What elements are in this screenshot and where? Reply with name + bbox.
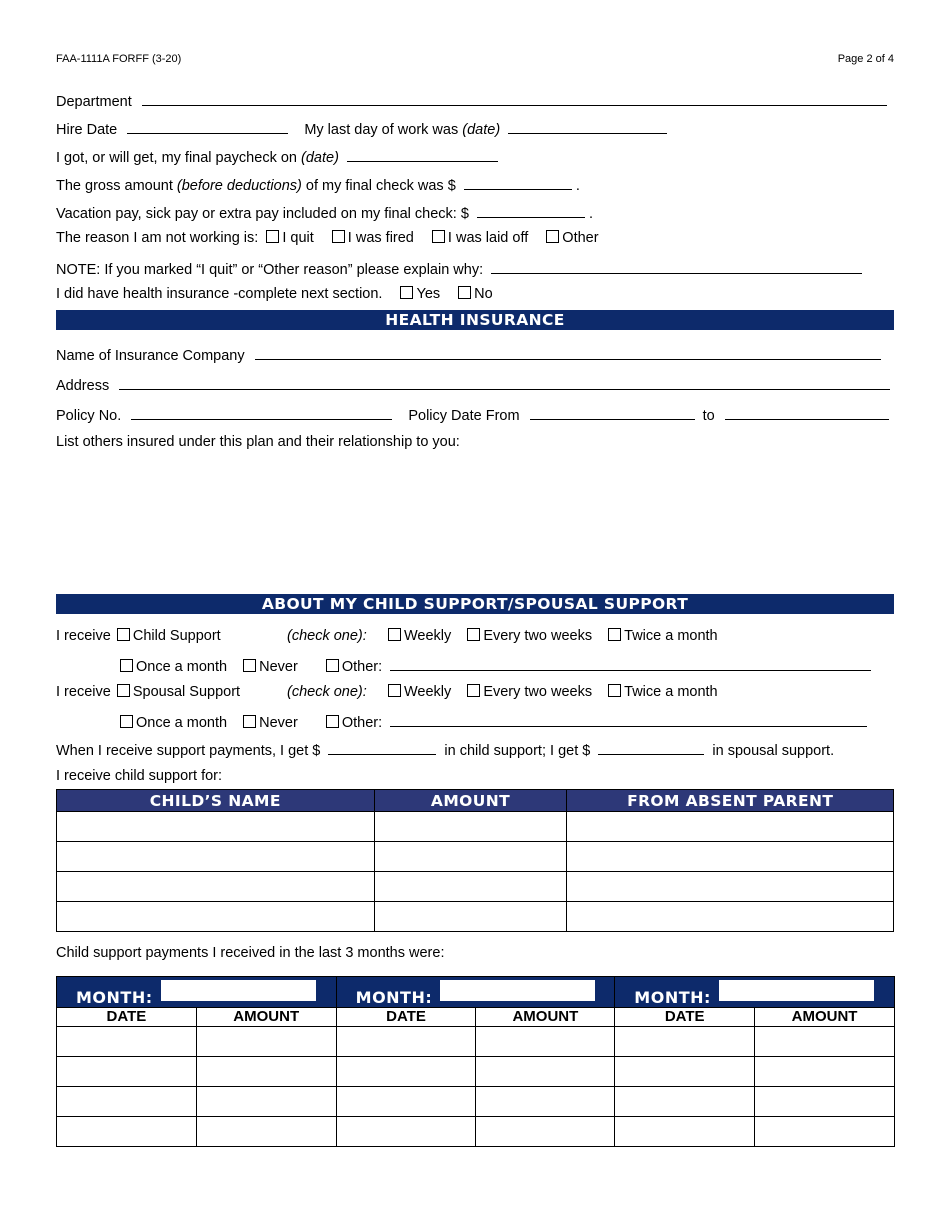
date-cell[interactable] [615,1057,755,1087]
col-child-name: CHILD’S NAME [57,790,375,812]
department-row [56,91,892,110]
amount-cell[interactable] [755,1087,895,1117]
amount-cell[interactable] [196,1087,336,1117]
date-cell[interactable] [57,1117,197,1147]
reason-label: The reason I am not working is: [56,230,259,246]
child-once-month-label: Once a month [136,659,228,675]
month-row [57,977,895,1008]
child-two-weeks-checkbox[interactable] [467,628,480,641]
child-check-one: (check one): [287,628,367,644]
amount-cell[interactable] [374,902,567,932]
child-once-month-checkbox[interactable] [120,659,133,672]
amount-cell[interactable] [374,812,567,842]
child-freq-row2 [120,656,871,675]
date-cell[interactable] [336,1027,476,1057]
amount-cell[interactable] [374,872,567,902]
insurance-address-row [56,375,890,394]
child-weekly-label: Weekly [404,628,452,644]
health-insurance-header: HEALTH INSURANCE [56,310,894,330]
child-twice-month-label: Twice a month [624,628,718,644]
child-twice-month-checkbox[interactable] [608,628,621,641]
child-support-checkbox[interactable] [117,628,130,641]
receive-for-label: I receive child support for: [56,768,223,784]
date-cell[interactable] [336,1117,476,1147]
children-table [56,789,894,932]
gross-period: . [575,178,580,194]
table-row [57,902,894,932]
hire-date-label: Hire Date [56,122,118,138]
insurance-company-field[interactable] [255,345,881,360]
table-row [57,1117,895,1147]
insurance-company-row [56,345,881,364]
month-cell-3 [615,977,895,1008]
spousal-never-label: Never [259,715,298,731]
last-day-field[interactable] [508,119,667,134]
spousal-weekly-label: Weekly [404,684,452,700]
date-cell[interactable] [615,1087,755,1117]
child-support-amount-field[interactable] [328,740,436,755]
spousal-i-receive: I receive [56,684,111,700]
health-yes-checkbox[interactable] [400,286,413,299]
spousal-two-weeks-checkbox[interactable] [467,684,480,697]
last-day-date-hint: (date) [462,122,501,138]
month-label-1: MONTH: [76,988,153,1007]
vacation-label: Vacation pay, sick pay or extra pay included on my final check: $ [56,206,469,222]
others-insured-area[interactable] [56,456,894,586]
table-row [57,1057,895,1087]
table-row [57,1087,895,1117]
reason-other-checkbox[interactable] [546,230,559,243]
reason-quit-checkbox[interactable] [266,230,279,243]
policy-no-label: Policy No. [56,408,122,424]
table-row [57,842,894,872]
absent-parent-cell[interactable] [567,902,894,932]
amount-cell[interactable] [374,842,567,872]
gross-amount-row [56,175,580,194]
last-day-label: My last day of work was [304,122,459,138]
table-row [57,1027,895,1057]
table-row [57,872,894,902]
reason-other-label: Other [562,230,599,246]
child-name-cell[interactable] [57,902,375,932]
child-never-checkbox[interactable] [243,659,256,672]
health-no-label: No [474,286,493,302]
month-cell-2 [336,977,615,1008]
month-cell-1 [57,977,337,1008]
amount-cell[interactable] [476,1087,615,1117]
child-other-label: Other: [341,659,383,675]
support-payments-row [56,740,834,759]
reason-row [56,230,599,246]
health-yes-label: Yes [416,286,441,302]
amount-cell[interactable] [755,1057,895,1087]
spousal-weekly-checkbox[interactable] [388,684,401,697]
spousal-once-month-label: Once a month [136,715,228,731]
support-header: ABOUT MY CHILD SUPPORT/SPOUSAL SUPPORT [56,594,894,614]
insurance-address-field[interactable] [119,375,890,390]
child-weekly-checkbox[interactable] [388,628,401,641]
date-cell[interactable] [615,1027,755,1057]
payments-label-c: in spousal support. [712,743,835,759]
policy-row [56,405,889,424]
amount-cell[interactable] [476,1027,615,1057]
spousal-other-checkbox[interactable] [326,715,339,728]
date-header: DATE [57,1008,197,1027]
spousal-support-amount-field[interactable] [598,740,704,755]
payments-header-row [57,1008,895,1027]
date-cell[interactable] [336,1057,476,1087]
reason-fired-checkbox[interactable] [332,230,345,243]
vacation-row [56,203,593,222]
child-other-field[interactable] [390,656,871,671]
amount-cell[interactable] [196,1027,336,1057]
department-field[interactable] [142,91,887,106]
reason-laid-off-checkbox[interactable] [432,230,445,243]
spousal-check-one: (check one): [287,684,367,700]
amount-cell[interactable] [476,1117,615,1147]
date-header: DATE [615,1008,755,1027]
spousal-two-weeks-label: Every two weeks [483,684,593,700]
reason-quit-label: I quit [282,230,314,246]
gross-hint: (before deductions) [176,178,302,194]
page-number: Page 2 of 4 [837,53,894,65]
spousal-support-label: Spousal Support [132,684,241,700]
child-name-cell[interactable] [57,842,375,872]
amount-cell[interactable] [476,1057,615,1087]
spousal-freq-row1 [388,684,718,700]
child-two-weeks-label: Every two weeks [483,628,593,644]
vacation-field[interactable] [477,203,585,218]
policy-to-label: to [702,408,715,424]
absent-parent-cell[interactable] [567,872,894,902]
hire-date-field[interactable] [127,119,288,134]
date-header: DATE [336,1008,476,1027]
child-name-cell[interactable] [57,872,375,902]
insurance-company-label: Name of Insurance Company [56,348,245,364]
health-label: I did have health insurance -complete next section. [56,286,383,302]
month-input-3[interactable] [719,980,874,1001]
gross-label-a: The gross amount [56,178,173,194]
insurance-address-label: Address [56,378,110,394]
amount-cell[interactable] [755,1117,895,1147]
vacation-period: . [589,206,594,222]
final-paycheck-date-hint: (date) [301,150,339,166]
spousal-support-row [56,684,240,700]
date-cell[interactable] [57,1057,197,1087]
note-explain-field[interactable] [491,259,862,274]
child-support-label: Child Support [132,628,221,644]
policy-from-label: Policy Date From [408,408,520,424]
policy-no-field[interactable] [131,405,392,420]
health-yes-no-row [56,286,493,302]
amount-header: AMOUNT [755,1008,895,1027]
date-cell[interactable] [336,1087,476,1117]
gross-label-b: of my final check was $ [305,178,456,194]
spousal-other-label: Other: [341,715,383,731]
child-other-checkbox[interactable] [326,659,339,672]
payments-label-a: When I receive support payments, I get $ [56,743,321,759]
payments-table [56,976,895,1147]
note-label: NOTE: If you marked “I quit” or “Other reason” please explain why: [56,262,484,278]
final-paycheck-field[interactable] [347,147,498,162]
reason-laid-off-label: I was laid off [447,230,529,246]
col-amount: AMOUNT [374,790,567,812]
final-paycheck-label: I got, or will get, my final paycheck on [56,150,297,166]
month-label-2: MONTH: [355,988,433,1007]
date-cell[interactable] [615,1117,755,1147]
amount-header: AMOUNT [196,1008,336,1027]
final-paycheck-row [56,147,498,166]
child-freq-row1 [388,628,718,644]
reason-fired-label: I was fired [347,230,414,246]
date-cell[interactable] [57,1087,197,1117]
month-input-1[interactable] [161,980,316,1001]
spousal-twice-month-checkbox[interactable] [608,684,621,697]
table-row [57,812,894,842]
spousal-other-field[interactable] [390,712,867,727]
health-no-checkbox[interactable] [458,286,471,299]
amount-cell[interactable] [755,1027,895,1057]
others-insured-label: List others insured under this plan and their relationship to you: [56,434,460,450]
amount-cell[interactable] [196,1057,336,1087]
child-support-row [56,628,221,644]
amount-header: AMOUNT [476,1008,615,1027]
spousal-support-checkbox[interactable] [117,684,130,697]
col-absent-parent: FROM ABSENT PARENT [567,790,894,812]
department-label: Department [56,94,132,110]
child-name-cell[interactable] [57,812,375,842]
gross-amount-field[interactable] [464,175,572,190]
last3-label: Child support payments I received in the last 3 months were: [56,945,445,961]
absent-parent-cell[interactable] [567,812,894,842]
children-table-header [57,790,894,812]
child-i-receive: I receive [56,628,111,644]
policy-to-field[interactable] [725,405,889,420]
form-id: FAA-1111A FORFF (3-20) [56,53,182,65]
spousal-twice-month-label: Twice a month [624,684,718,700]
spousal-never-checkbox[interactable] [243,715,256,728]
month-input-2[interactable] [440,980,595,1001]
hire-date-row [56,119,667,138]
absent-parent-cell[interactable] [567,842,894,872]
spousal-once-month-checkbox[interactable] [120,715,133,728]
note-row [56,259,862,278]
month-label-3: MONTH: [634,988,711,1007]
amount-cell[interactable] [196,1117,336,1147]
payments-label-b: in child support; I get $ [444,743,591,759]
spousal-freq-row2 [120,712,867,731]
date-cell[interactable] [57,1027,197,1057]
policy-from-field[interactable] [530,405,695,420]
child-never-label: Never [259,659,298,675]
